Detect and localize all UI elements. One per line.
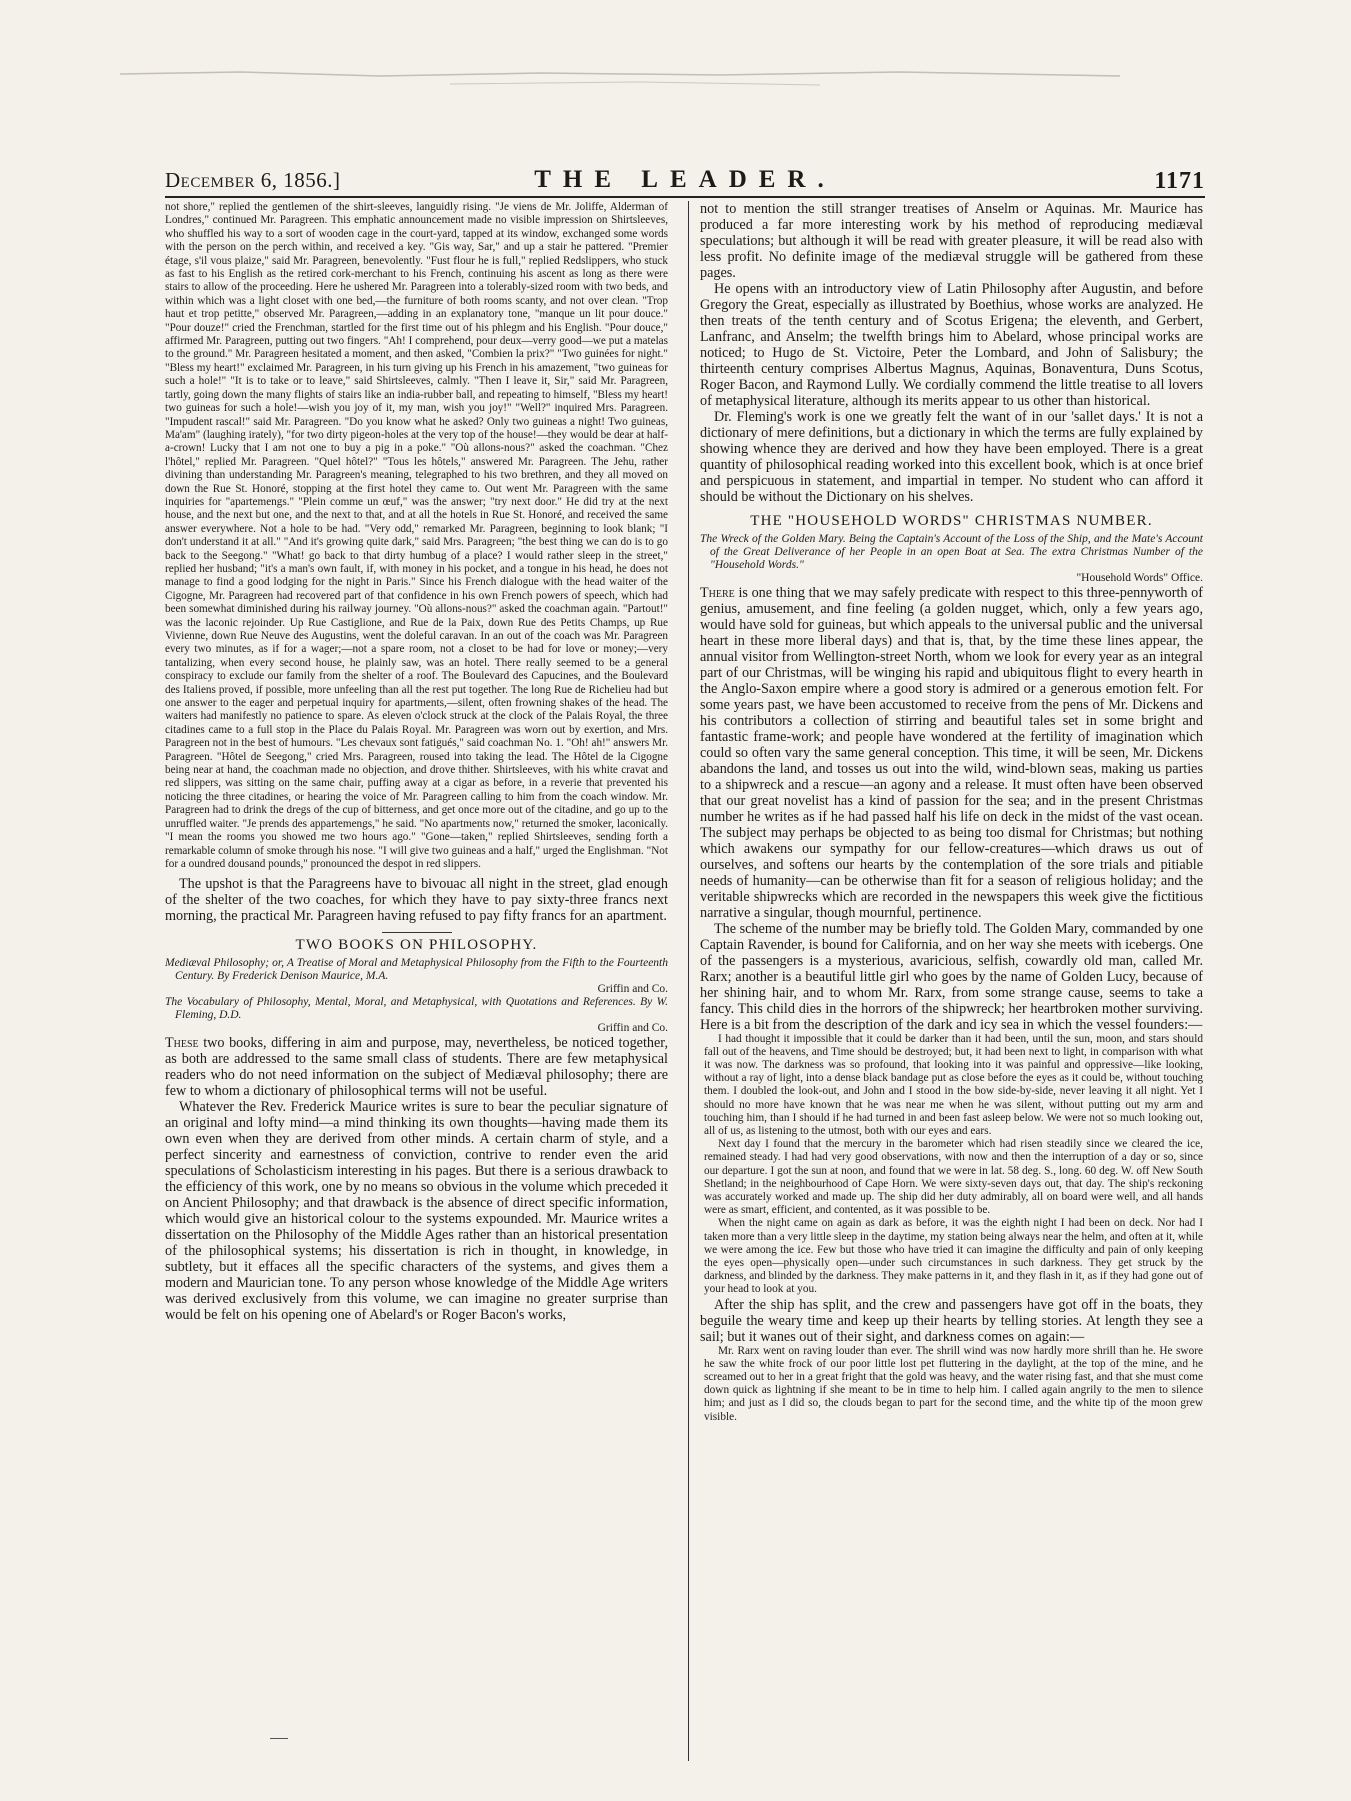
extract-paragraph: I had thought it impossible that it could be darker than it had been, until the sun, moon, and stars should fall out of the heavens, and Time should be destroyed; but, it had been next to light, in comparison with what it was now. The darkness was so profound, that looking into it was painful and oppressive—like looking, without a ray of light, into a dense black bandage put as close before the eyes as it could be, without touching them. I doubled the look-out, and John and I stood in the bow side-by-side, never leaving it all night. Yet I should no more have known that he was near me when he was silent, without putting out my arm and touching him, than I should if he had turned in and been fast asleep below. We were not so much looking out, all of us, as listening to the utmost, both with our eyes and ears.	[704, 1032, 1203, 1138]
maurice-review: Whatever the Rev. Frederick Maurice writes is sure to bear the peculiar signature of an original and lofty mind—a mind thinking its own thoughts—having made them its own even when they are derived from other minds. A certain charm of style, and a perfect sincerity and earnestness of conviction, contrive to render even the arid speculations of Scholasticism interesting in his pages. But there is a serious drawback to the efficiency of this work, one by no means so obvious in the volume which preceded it on Ancient Philosophy; and that drawback is the absence of direct specific information, which would give an historical colour to the systems expounded. Mr. Maurice writes a dissertation on the Philosophy of the Middle Ages rather than an historical presentation of the philosophical systems; his dissertation is rich in thought, in knowledge, in subtlety, but it effaces all the specific characters of the systems, and gives them a modern and Maurician tone. To any person whose knowledge of the Middle Age writers was derived exclusively from this volume, we can imagine no greater surprise than would be felt on his opening one of Abelard's or Roger Bacon's works,	[165, 1098, 668, 1323]
column-divider	[688, 201, 689, 1761]
maurice-review-continued: not to mention the still stranger treatises of Anselm or Aquinas. Mr. Maurice has produced a far more interesting work by his method of reproducing mediæval speculations; but although it will be read with greater pleasure, it will be read also with less profit. No definite image of the mediæval struggle will be gathered from these pages.	[700, 201, 1203, 281]
masthead-title: THE LEADER.	[534, 166, 836, 193]
section-divider	[382, 932, 452, 933]
book-title-fleming: The Vocabulary of Philosophy, Mental, Moral, and Metaphysical, with Quotations and References. By W. Fleming, D.D.	[165, 995, 668, 1021]
paragreen-story-text: not shore," replied the gentlemen of the shirt-sleeves, languidly rising. "Je viens de Mr. Joliffe, Alderman of Londres," continued Mr. Paragreen. This emphatic announcement made no visible impression on Shirtsleeves, who shuffled his way to a sort of wooden cage in the court-yard, tapped at its window, exchanged some words with the person on the perch within, and received a key. "Gis way, Sar," and up a stair he pattered. "Premier étage, s'il vous plaize," said Mr. Paragreen, benevolently. "Fust flour he is full," replied Redslippers, who stuck as fast to his English as the retired cork-merchant to his French, continuing his ascent as long as there were stairs to allow of the proceeding. Here he ushered Mr. Paragreen into a tolerably-sized room with two beds, and within which was a light closet with one bed,—the furniture of both rooms scanty, and not over clean. "Trop haut et trop petitte," observed Mr. Paragreen,—adding in an explanatory tone, "manque un lit pour douce." "Pour douze!" cried the Frenchman, startled for the first time out of his phlegm and his English. "Pour douce," affirmed Mr. Paragreen, putting out two fingers. "Ah! I comprehend, pour deux—verry good—we put a matelas to the ground." Mr. Paragreen hesitated a moment, and then asked, "Combien la prix?" "Two guinées for night." "Bless my heart!" exclaimed Mr. Paragreen, in his turn giving up his French in his amazement, "two guineas for such a hole!" "It is to take or to leave," said Shirtsleeves, calmly. "Then I leave it, Sir," said Mr. Paragreen, tartly, going down the many flights of stairs like an india-rubber ball, and repeating to himself, "Bless my heart! two guineas for such a hole!—wish you joy of it, my man, wish you joy!" "Well?" inquired Mrs. Paragreen. "Impudent rascal!" said Mr. Paragreen. "Do you know what he asked? Only two guineas a night! Two guineas, Ma'am" (laughing irately), "for two dirty pigeon-holes at the very top of the house!—they would be dear at half-a-crown! Lucky that I am not one to buy a pig in a poke." "Où allons-nous?" asked the coachman. "Chez l'hôtel," replied Mr. Paragreen. "Quel hôtel?" "Tous les hôtels," answered Mr. Paragreen. The Jehu, rather divining than understanding Mr. Paragreen's meaning, telegraphed to his two brethren, and they all moved on down the Rue St. Honoré, stopping at the first hotel they came to. Out went Mr. Paragreen with the same inquiries for "apartemengs." "Plein comme un œuf," was the answer; "try next door." He did try at the next house, and the next but one, and the next to that, and at all the hotels in Rue St. Honoré, and received the same answer everywhere. Not a hole to be had. "Very odd," remarked Mr. Paragreen, beginning to look blank; "I don't understand it at all." "And it's growing quite dark," said Mrs. Paragreen; "the best thing we can do is to go back to the Seegong." "What! go back to that dirty humbug of a place? I would rather sleep in the street," replied her husband; "it's a man's own fault, if, with money in his pocket, and a tongue in his head, he does not manage to find a good lodging for the night in Paris." Since his French dialogue with the head waiter of the Cigogne, Mr. Paragreen had recovered part of that confidence in his own French powers of speech, which had been somewhat diminished during his railway journey. "Où allons-nous?" asked the coachman again. "Partout!" was the laconic rejoinder. Up Rue Castiglione, and Rue de la Paix, down Rue des Petits Champs, up Rue Vivienne, down Rue Neuve des Augustins, went the doleful caravan. In an out of the coach was Mr. Paragreen every two minutes, as if for a wager;—not a spare room, not a closet to be had for love or money;—very tantalizing, when every second house, he plainly saw, was an hotel. There really seemed to be a general conspiracy to exclude our family from the shelter of a roof. The Boulevard des Capucines, and the Boulevard des Italiens proved, if possible, more unfeeling than all the rest put together. The long Rue de Richelieu had but one answer to the eager and perpetual inquiry for apartments,—silent, often frowning shakes of the head. The waiters had manifestly no patience to spare. As eleven o'clock struck at the clock of the Palais Royal, the three citadines came to a full stop in the Place du Palais Royal. Mr. Paragreen was worn out by exertion, and Mrs. Paragreen not in the best of humours. "Les chevaux sont fatigués," said coachman No. 1. "Oh! ah!" answers Mr. Paragreen. "Hôtel de Seegong," cried Mrs. Paragreen, roused into taking the lead. The Hôtel de la Cigogne being near at hand, the coachman made no objection, and drove thither. Shirtsleeves, with his white cravat and red slippers, was sitting on the same chair, puffing away at a cigar as before, in a reverie that prevented his noticing the three citadines, or hearing the voice of Mr. Paragreen calling to him from the coach window. Mr. Paragreen had to drink the dregs of the cup of bitterness, and get once more out of the citadine, and go up to the unruffled waiter. "Je prends des appartemengs," he said. "No apartments now," returned the smoker, laconically. "I mean the rooms you showed me two hours ago." "Gone—taken," replied Shirtsleeves, sending forth a remarkable column of smoke through his nose. "I will give two guineas and a half," urged the Englishman. "Not for a oundred dousand pounds," pronounced the despot in red slippers.	[165, 201, 668, 870]
book-title-maurice: Mediæval Philosophy; or, A Treatise of Moral and Metaphysical Philosophy from the Fifth to the Fourteenth Century. By Frederick Denison Maurice, M.A.	[165, 956, 668, 982]
maurice-contents: He opens with an introductory view of Latin Philosophy after Augustin, and before Gregory the Great, especially as illustrated by Boethius, whose works are analyzed. He then treats of the tenth century and of Scotus Erigena; the eleventh, and Gerbert, Lanfranc, and Anselm; the twelfth brings him to Abelard, whose principal works are noticed; to Hugo de St. Victoire, Peter the Lombard, and John of Salisbury; the thirteenth century comprises Albertus Magnus, Aquinas, Bonaventura, Duns Scotus, Roger Bacon, and Raymond Lully. We cordially commend the little treatise to all lovers of metaphysical literature, although its merits appear to us other than historical.	[700, 281, 1203, 409]
extract-paragraph: Next day I found that the mercury in the barometer which had risen steadily since we cleared the ice, remained steady. I had had very good observations, with now and then the interruption of a day or so, since our departure. I got the sun at noon, and found that we were in lat. 58 deg. S., long. 60 deg. W. off New South Shetland; in the neighbourhood of Cape Horn. We were sixty-seven days out, that day. The ship's reckoning was accurately worked and made up. The ship did her duty admirably, all on board were well, and all hands were as smart, efficient, and contented, as it was possible to be.	[704, 1138, 1203, 1217]
left-column	[165, 201, 668, 1323]
drop-word: There	[700, 584, 735, 601]
philosophy-intro	[165, 1035, 668, 1099]
page-header	[165, 168, 1205, 194]
section-title-household-words: THE "HOUSEHOLD WORDS" CHRISTMAS NUMBER.	[750, 513, 1153, 529]
extract-paragraph: When the night came on again as dark as before, it was the eighth night I had been on deck. Nor had I taken more than a very little sleep in the daytime, my station being always near the helm, and often at it, while we were among the ice. Few but those who have tried it can imagine the difficulty and pain of only keeping the eyes open—physically open—under such circumstances in such darkness. They get struck by the darkness, and blinded by the darkness. They make patterns in it, and they flash in it, as if they had gone out of your head to look at you.	[704, 1217, 1203, 1296]
book-title-golden-mary: The Wreck of the Golden Mary. Being the Captain's Account of the Loss of the Ship, and the Mate's Account of the Great Deliverance of her People in an open Boat at Sea. The extra Christmas Number of the "Household Words."	[700, 532, 1203, 571]
fleming-review: Dr. Fleming's work is one we greatly felt the want of in our 'sallet days.' It is not a dictionary of mere definitions, but a dictionary in which the terms are fully explained by showing whence they are derived and how they have been employed. There is a great quantity of philosophical reading worked into this excellent book, which is at once brief and perspicuous in statement, and impartial in temper. No student who can afford it should be without the Dictionary on his shelves.	[700, 409, 1203, 505]
quoted-extract	[700, 1345, 1203, 1424]
right-column	[700, 201, 1203, 1424]
publisher-fleming: Griffin and Co.	[597, 1021, 668, 1034]
philosophy-intro-text: two books, differing in aim and purpose, may, nevertheless, be noticed together, as both are addressed to the same small class of students. There are few metaphysical readers who do not need information on the subject of Mediæval philosophy; there are few to whom a dictionary of philosophical terms will not be useful.	[165, 1034, 668, 1099]
publisher-maurice: Griffin and Co.	[597, 982, 668, 995]
paragreen-upshot: The upshot is that the Paragreens have to bivouac all night in the street, glad enough of the shelter of the two coaches, for which they have to pay sixty-three francs next morning, the practical Mr. Paragreen having refused to pay fifty francs for an apartment.	[165, 876, 668, 925]
golden-mary-scheme: The scheme of the number may be briefly told. The Golden Mary, commanded by one Captain Ravender, is bound for California, and on her way she meets with icebergs. One of the passengers is a mysterious, avaricious, selfish, cowardly old man, called Mr. Rarx; another is a beautiful little girl who goes by the name of Golden Lucy, because of her shining hair, and to whom Mr. Rarx, from some strange cause, seems to take a fancy. This child dies in the horrors of the shipwreck; her heartbroken mother surviving. Here is a bit from the description of the dark and icy sea in which the vessel founders:—	[700, 920, 1203, 1033]
publisher-household-words: "Household Words" Office.	[1076, 571, 1203, 584]
boats-paragraph: After the ship has split, and the crew and passengers have got off in the boats, they beguile the weary time and keep up their hearts by telling stories. At length they see a sail; but it wanes out of their sight, and darkness comes on again:—	[700, 1296, 1203, 1345]
extract-paragraph: Mr. Rarx went on raving louder than ever. The shrill wind was now hardly more shrill than he. He swore he saw the white frock of our poor little lost pet fluttering in the daylight, at the top of the mine, and he screamed out to her in a great fright that the gold was heavy, and the water rising fast, and that she must come down quick as lightning if she meant to be in time to help him. I called again angrily to the men to silence him; and just as I did so, the clouds began to part for the second time, and the white tip of the moon grew visible.	[704, 1344, 1203, 1423]
print-smudge	[120, 70, 1120, 100]
quoted-extract	[700, 1033, 1203, 1297]
christmas-number-intro-text: is one thing that we may safely predicate with respect to this three-pennyworth of genius, amusement, and fine feeling (a golden nugget, which, only a few years ago, would have sold for guineas, but which appeals to the universal public and the universal heart in these more liberal days) and that is, that, by the time these lines appear, the annual visitor from Wellington-street North, whom we look for every year as an integral part of our Christmas, will be winging his rapid and ubiquitous flight to every hearth in the Anglo-Saxon empire where a good story is admired or a generous emotion felt. For some years past, we have been accustomed to receive from the pens of Mr. Dickens and his contributors a collection of stirring and beautiful tales set in some bright and fantastic frame-work; and people have wondered at the fertility of imagination which could so often vary the same general conception. This time, it will be seen, Mr. Dickens abandons the land, and tosses us out into the wild, wind-blown seas, making us parties to a shipwreck and a rescue—an agony and a release. It must often have been observed that our great novelist has a kind of passion for the sea; and in the present Christmas number he writes as if he had passed half his life on deck in the midst of the vast ocean. The subject may perhaps be objected to as being too dismal for Christmas; but nothing which awakens our sympathy for our fellow-creatures—which draws us out of ourselves, and softens our hearts by the contemplation of the sore trials and pitiable needs of humanity—can be otherwise than fit for a season of religious holiday; and the veritable shipwrecks which are recorded in the newspapers this week give the fictitious narrative a singular, though mournful, pertinence.	[700, 584, 1203, 921]
christmas-number-intro	[700, 585, 1203, 921]
page-number: 1171	[1154, 168, 1205, 194]
section-title-philosophy: TWO BOOKS ON PHILOSOPHY.	[295, 937, 538, 954]
header-date: December 6, 1856.]	[165, 168, 341, 192]
header-rule	[165, 196, 1205, 198]
end-mark	[270, 1738, 288, 1739]
drop-word: These	[165, 1034, 199, 1051]
